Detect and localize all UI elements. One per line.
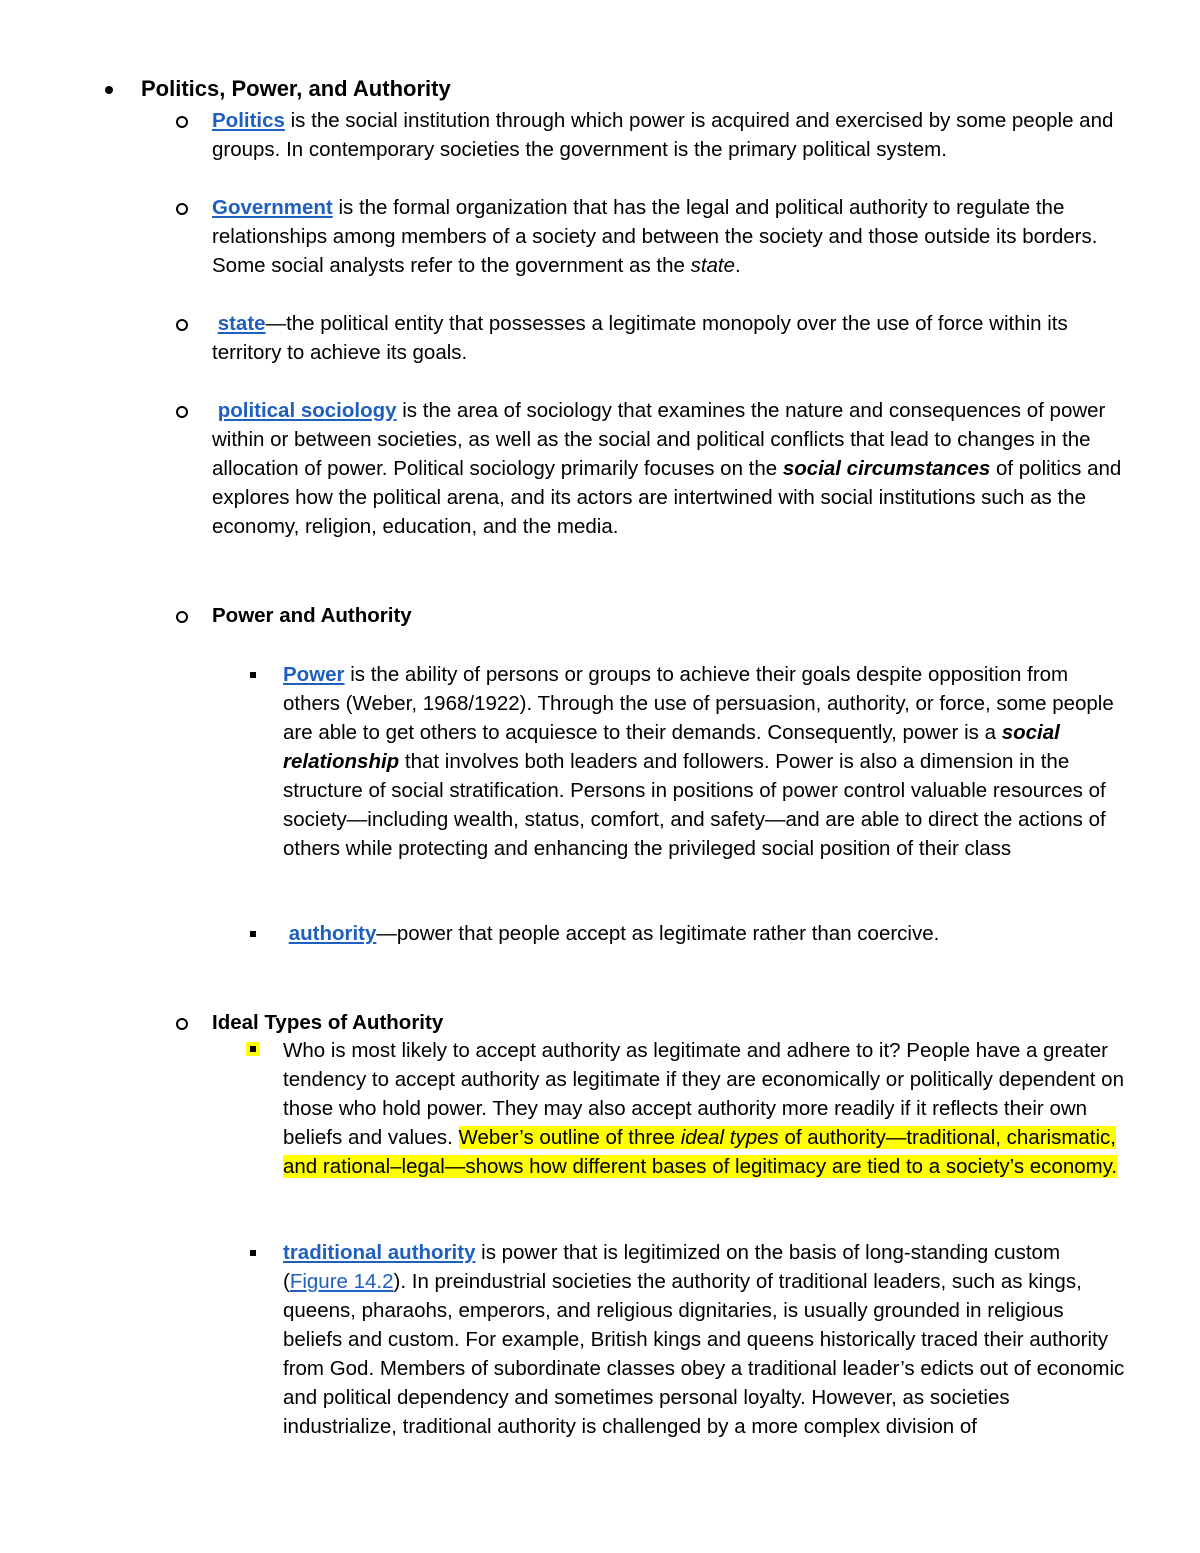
hollow-circle-bullet-icon <box>176 203 188 215</box>
square-bullet-icon <box>250 1046 256 1052</box>
filled-circle-bullet-icon <box>105 86 113 94</box>
power-link[interactable]: Power <box>283 663 345 686</box>
traditional-authority-link[interactable]: traditional authority <box>283 1241 476 1264</box>
highlighted-text-1: Weber’s outline of three <box>458 1126 681 1149</box>
authority-paragraph <box>283 919 1128 948</box>
ideal-types-paragraph <box>283 1036 1128 1181</box>
hollow-circle-bullet-icon <box>176 319 188 331</box>
government-paragraph <box>212 193 1127 280</box>
state-link[interactable]: state <box>217 312 266 335</box>
square-bullet-icon <box>250 931 256 937</box>
social-circumstances-emphasis: social circumstances <box>782 457 991 480</box>
power-definition-2: that involves both leaders and followers. Power is also a dimension in the structure of social stratification. Persons in positions of power control valuable resources of society—including wealth, status, comfort, and safety—and are able to direct the actions of others while protecting and enhancing the privileged social position of their class <box>283 750 1106 860</box>
traditional-authority-definition-2: ). In preindustrial societies the authority of traditional leaders, such as kings, queens, pharaohs, emperors, and religious dignitaries, is usually grounded in religious beliefs and custom. For example, British kings and queens historically traced their authority from God. Members of subordinate classes obey a traditional leader’s edicts out of economic and political dependency and sometimes personal loyalty. However, as societies industrialize, traditional authority is challenged by a more complex division of <box>283 1270 1125 1438</box>
power-authority-heading: Power and Authority <box>212 604 412 627</box>
hollow-circle-bullet-icon <box>176 1018 188 1030</box>
ideal-types-section <box>212 1008 1127 1037</box>
power-paragraph <box>283 660 1128 863</box>
page-title: Politics, Power, and Authority <box>141 76 451 101</box>
hollow-circle-bullet-icon <box>176 406 188 418</box>
traditional-authority-definition-1: is power that is legitimized on the basis of long-standing custom ( <box>283 1241 1061 1293</box>
government-tail: . <box>735 254 741 277</box>
highlighted-ideal-types: ideal types <box>680 1126 779 1149</box>
ideal-types-heading: Ideal Types of Authority <box>212 1011 444 1034</box>
government-definition: is the formal organization that has the legal and political authority to regulate the relationships among members of a society and between the society and those outside its borders. Some social analysts refer to the government as the <box>212 196 1098 277</box>
politics-paragraph <box>212 106 1127 164</box>
political-sociology-definition-1: is the area of sociology that examines the nature and consequences of power within or between societies, as well as the social and political conflicts that lead to changes in the allocation of power. Political sociology primarily focuses on the <box>212 399 1106 480</box>
power-definition-1: is the ability of persons or groups to achieve their goals despite opposition from others (Weber, 1968/1922). Through the use of persuasion, authority, or force, some people are able to get others to acquiesce to their demands. Consequently, power is a <box>283 663 1114 744</box>
ideal-types-text: Who is most likely to accept authority as legitimate and adhere to it? People have a greater tendency to accept authority as legitimate if they are economically or politically dependent on those who hold power. They may also accept authority more readily if it reflects their own beliefs and values. <box>283 1039 1124 1149</box>
highlighted-text-2: of authority—traditional, charismatic, and rational–legal—shows how different bases of legitimacy are tied to a society’s economy. <box>283 1126 1118 1178</box>
state-definition: —the political entity that possesses a legitimate monopoly over the use of force within its territory to achieve its goals. <box>212 312 1068 364</box>
section-title <box>141 74 1101 104</box>
political-sociology-definition-2: of politics and explores how the political arena, and its actors are intertwined with social institutions such as the economy, religion, education, and the media. <box>212 457 1122 538</box>
authority-definition: —power that people accept as legitimate rather than coercive. <box>376 922 940 945</box>
hollow-circle-bullet-icon <box>176 116 188 128</box>
social-relationship-emphasis: social relationship <box>283 721 1060 773</box>
political-sociology-link[interactable]: political sociology <box>217 399 397 422</box>
politics-definition: is the social institution through which power is acquired and exercised by some people and groups. In contemporary societies the government is the primary political system. <box>212 109 1114 161</box>
square-bullet-icon <box>250 1250 256 1256</box>
square-bullet-icon <box>250 672 256 678</box>
figure-14-2-link[interactable]: Figure 14.2 <box>289 1270 394 1293</box>
state-paragraph <box>212 309 1127 367</box>
authority-link[interactable]: authority <box>288 922 377 945</box>
political-sociology-paragraph <box>212 396 1127 541</box>
state-italic: state <box>690 254 736 277</box>
power-authority-section <box>212 601 1127 630</box>
traditional-authority-paragraph <box>283 1238 1128 1441</box>
government-link[interactable]: Government <box>212 196 333 219</box>
hollow-circle-bullet-icon <box>176 611 188 623</box>
politics-link[interactable]: Politics <box>212 109 285 132</box>
